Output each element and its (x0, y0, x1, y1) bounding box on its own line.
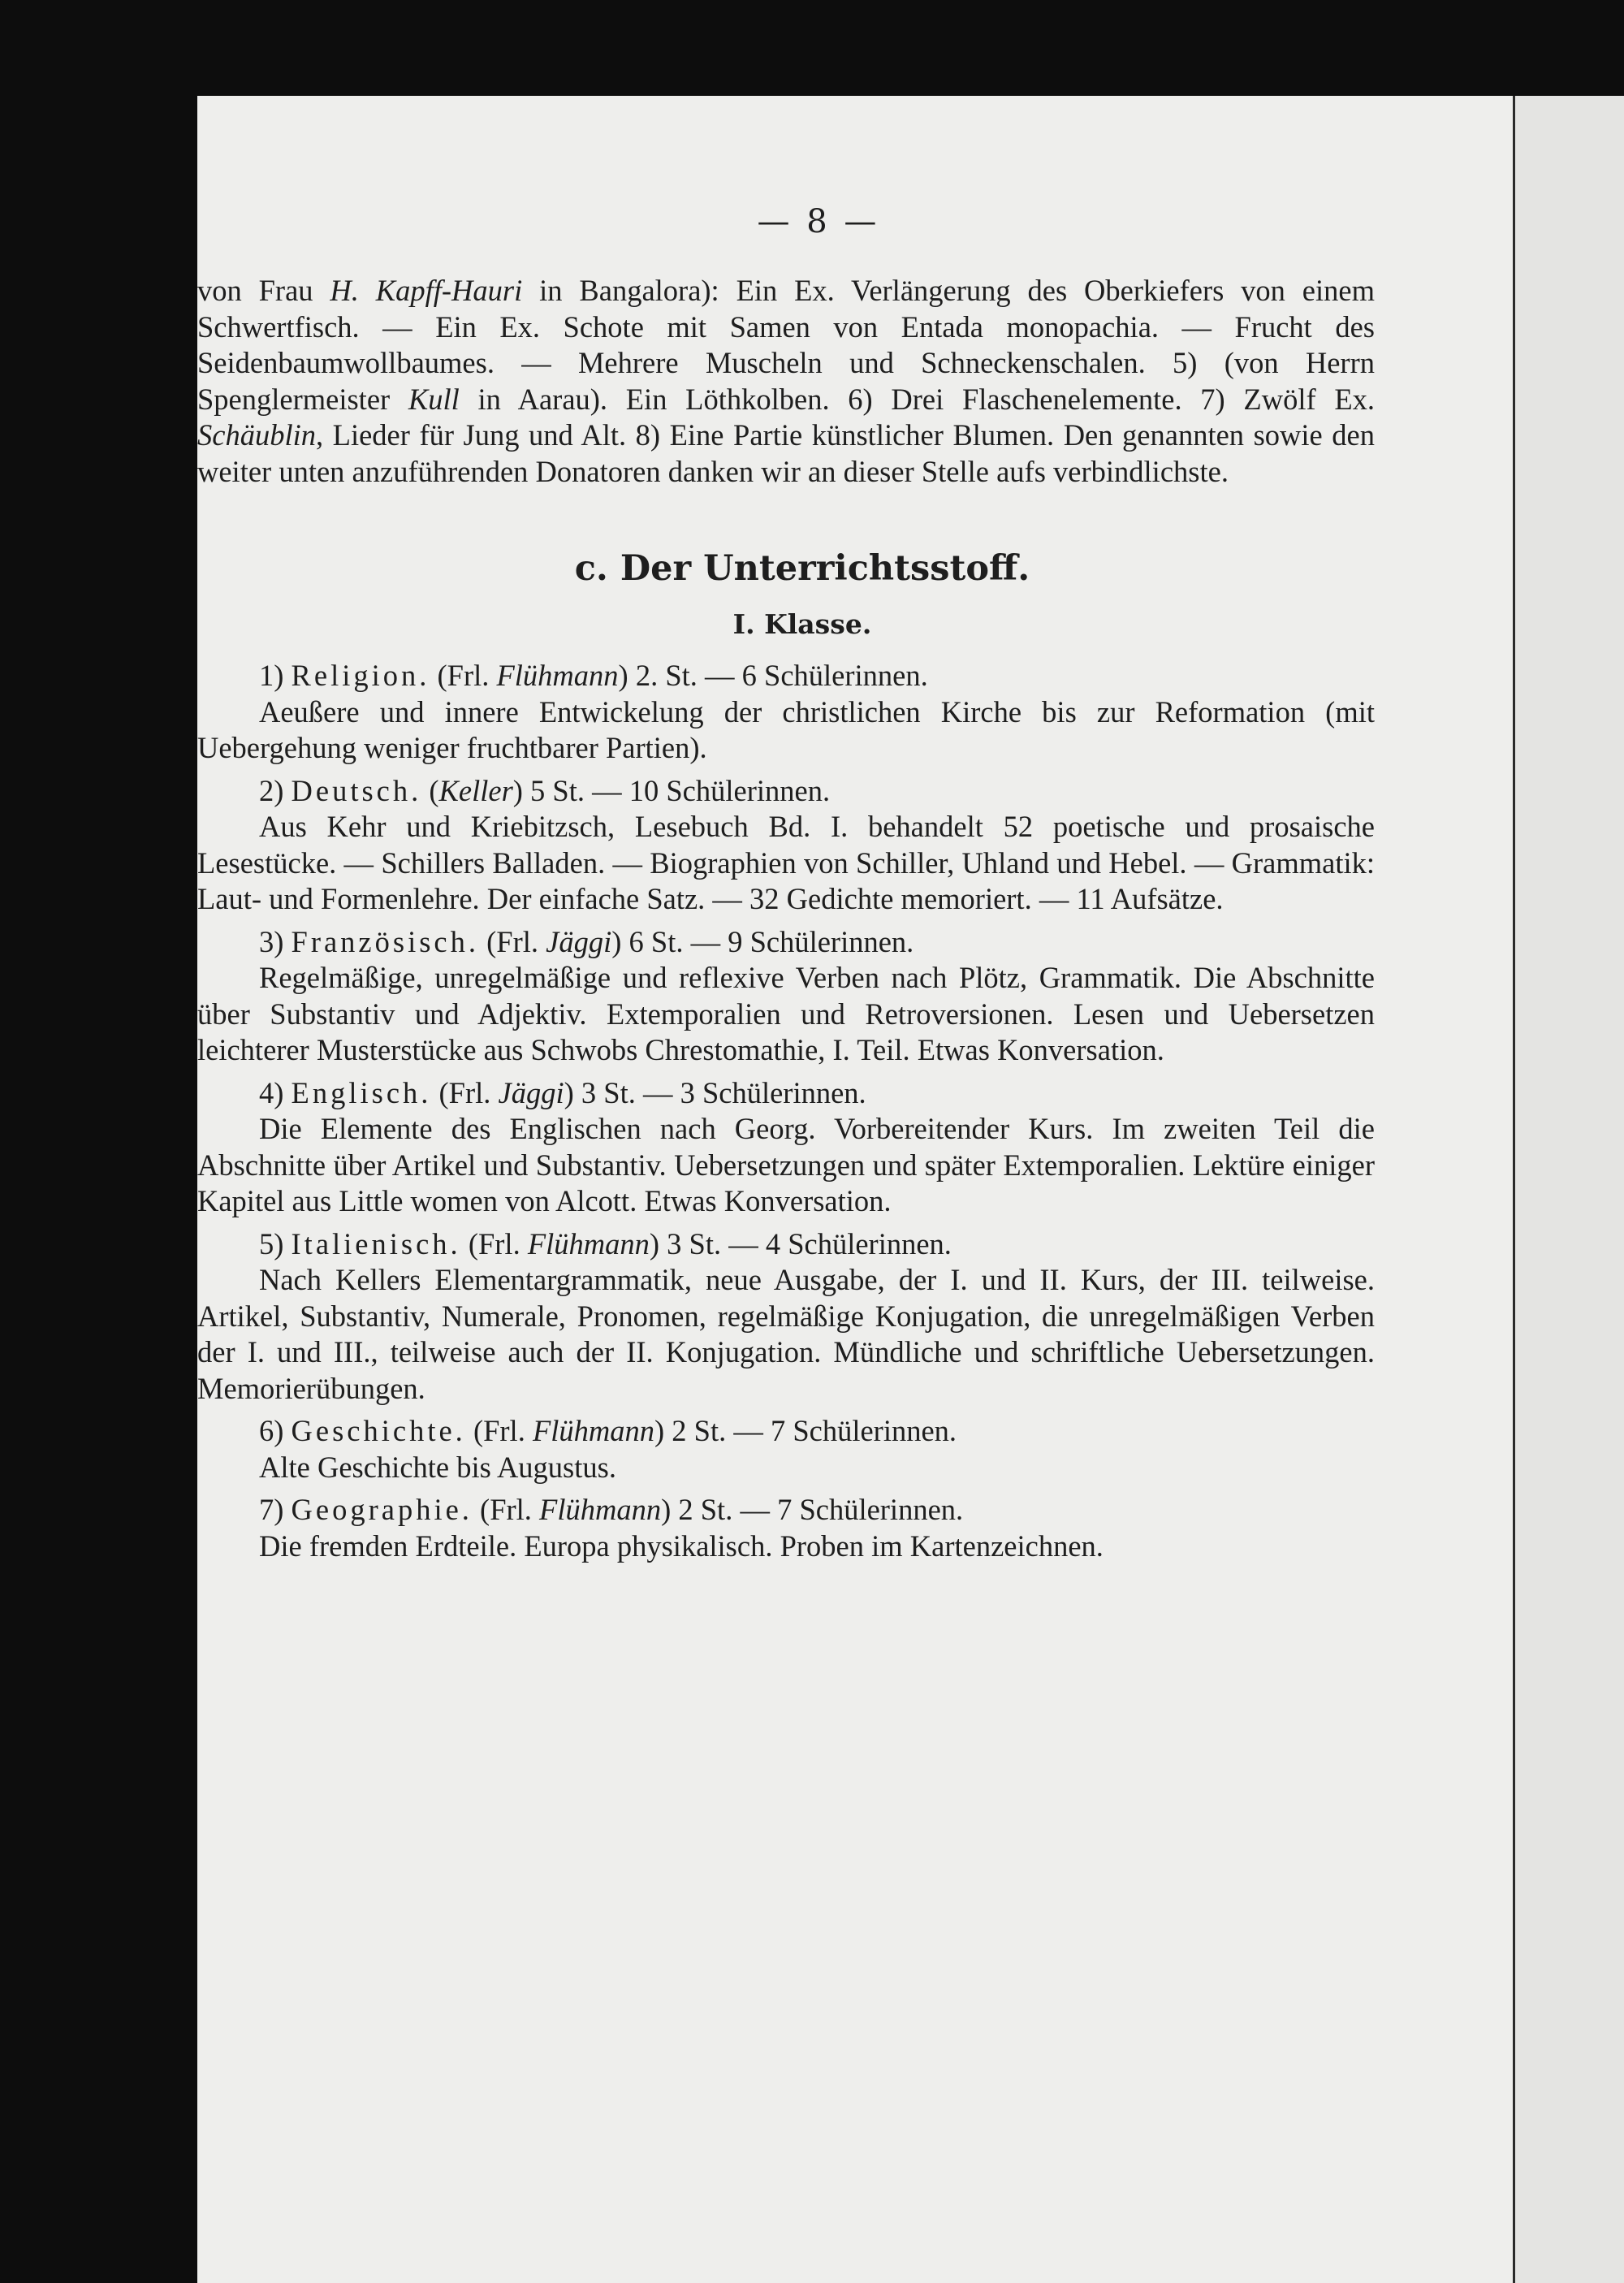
section-title: c. Der Unterrichtsstoff. (574, 548, 1030, 589)
teacher-prefix: (Frl. (437, 659, 490, 692)
subject-details: ) 2 St. — 7 Schülerinnen. (661, 1493, 964, 1526)
subject-name: Geographie. (291, 1493, 473, 1526)
intro-text-2: in Bangalora): Ein Ex. Verlängerung des Oberkiefers von einem Schwertfisch. — Ein Ex. Schote mit Samen von Entada monopachia. — Frucht des Seidenbaumwollbaumes. — Mehrere Muscheln und Schneckenschalen. 5) (von Herrn Spenglermeister (197, 274, 1375, 416)
intro-name-3: Schäublin (197, 418, 316, 452)
subject-name: Deutsch. (291, 773, 422, 807)
teacher-prefix: (Frl. (480, 1493, 532, 1526)
subject-name: Religion. (291, 659, 430, 692)
subject-number: 2) (259, 773, 284, 807)
subject-englisch (197, 1075, 1375, 1220)
subject-name: Geschichte. (291, 1414, 466, 1447)
subject-number: 4) (259, 1075, 284, 1109)
subject-body: Die Elemente des Englischen nach Georg. Vorbereitender Kurs. Im zweiten Teil die Abschnitte über Artikel und Substantiv. Uebersetzungen und später Extemporalien. Lektüre einiger Kapitel aus Little women von Alcott. Etwas Konversation. (197, 1112, 1375, 1217)
subject-details: ) 3 St. — 3 Schülerinnen. (564, 1075, 866, 1109)
subject-name: Englisch. (291, 1075, 432, 1109)
subject-heading (197, 1075, 1375, 1112)
subject-heading (197, 1413, 1375, 1450)
subject-number: 7) (259, 1493, 284, 1526)
subject-number: 6) (259, 1414, 284, 1447)
subject-name: Französisch. (291, 924, 480, 958)
teacher-name: Flühmann (532, 1414, 654, 1447)
facing-page-edge (1513, 96, 1624, 2283)
subject-details: ) 2 St. — 7 Schülerinnen. (654, 1414, 957, 1447)
subject-geschichte (197, 1413, 1375, 1485)
intro-text-4: , Lieder für Jung und Alt. 8) Eine Partie künstlicher Blumen. Den genannten sowie den weiter unten anzuführenden Donatoren danken wir an dieser Stelle aufs verbindlichste. (197, 418, 1375, 488)
subject-body: Aus Kehr und Kriebitzsch, Lesebuch Bd. I. behandelt 52 poetische und prosaische Lesestücke. — Schillers Balladen. — Biographien von Schiller, Uhland und Hebel. — Grammatik: Laut- und Formenlehre. Der einfache Satz. — 32 Gedichte memoriert. — 11 Aufsätze. (197, 810, 1375, 915)
intro-name-1: H. Kapff-Hauri (330, 274, 523, 307)
subject-heading (197, 773, 1375, 810)
subject-body: Regelmäßige, unregelmäßige und reflexive Verben nach Plötz, Grammatik. Die Abschnitte über Substantiv und Adjektiv. Extemporalien und Retroversionen. Lesen und Uebersetzen leichterer Musterstücke aus Schwobs Chrestomathie, I. Teil. Etwas Konversation. (197, 961, 1375, 1066)
subject-franzoesisch (197, 924, 1375, 1069)
subject-body: Die fremden Erdteile. Europa physikalisch. Proben im Kartenzeichnen. (259, 1528, 1104, 1563)
subject-heading (197, 1226, 1375, 1263)
subject-details: ) 5 St. — 10 Schülerinnen. (512, 773, 831, 807)
intro-paragraph (197, 273, 1375, 490)
teacher-prefix: ( (429, 773, 439, 807)
page-number: — 8 — (757, 203, 880, 240)
subject-details: ) 3 St. — 4 Schülerinnen. (649, 1226, 952, 1260)
subject-italienisch (197, 1226, 1375, 1407)
teacher-prefix: (Frl. (468, 1226, 520, 1260)
page-content (197, 203, 1375, 1564)
teacher-name: Flühmann (527, 1226, 650, 1260)
subject-details: ) 2. St. — 6 Schülerinnen. (618, 659, 928, 692)
subject-body: Aeußere und innere Entwickelung der christlichen Kirche bis zur Reformation (mit Uebergehung weniger fruchtbarer Partien). (197, 694, 1375, 764)
teacher-name: Keller (438, 773, 513, 807)
subject-geographie (197, 1492, 1375, 1564)
subject-heading (197, 924, 1375, 961)
teacher-name: Jäggi (498, 1075, 564, 1109)
subjects-list (197, 658, 1375, 1564)
subject-body: Alte Geschichte bis Augustus. (259, 1450, 616, 1484)
subject-heading (197, 658, 1375, 694)
subject-name: Italienisch. (291, 1226, 461, 1260)
subject-details: ) 6 St. — 9 Schülerinnen. (611, 924, 914, 958)
teacher-prefix: (Frl. (438, 1075, 491, 1109)
intro-name-2: Kull (408, 382, 460, 416)
teacher-name: Flühmann (496, 659, 619, 692)
subject-body: Nach Kellers Elementargrammatik, neue Ausgabe, der I. und II. Kurs, der III. teilweise. Artikel, Substantiv, Numerale, Pronomen, regelmäßige Konjugation, die unregelmäßigen Verben der I. und III., teilweise auch der II. Konjugation. Mündliche und schriftliche Uebersetzungen. Memorierübungen. (197, 1263, 1375, 1405)
teacher-prefix: (Frl. (473, 1414, 525, 1447)
intro-text-3: in Aarau). Ein Löthkolben. 6) Drei Flaschenelemente. 7) Zwölf Ex. (459, 382, 1375, 416)
intro-text-1: von Frau (197, 274, 330, 307)
subject-number: 5) (259, 1226, 284, 1260)
subject-number: 1) (259, 659, 284, 692)
teacher-name: Jäggi (546, 924, 612, 958)
subject-heading (197, 1492, 1375, 1528)
subject-religion (197, 658, 1375, 767)
subject-deutsch (197, 773, 1375, 918)
class-title: I. Klasse. (732, 608, 872, 640)
teacher-name: Flühmann (539, 1493, 662, 1526)
teacher-prefix: (Frl. (486, 924, 539, 958)
subject-number: 3) (259, 924, 284, 958)
